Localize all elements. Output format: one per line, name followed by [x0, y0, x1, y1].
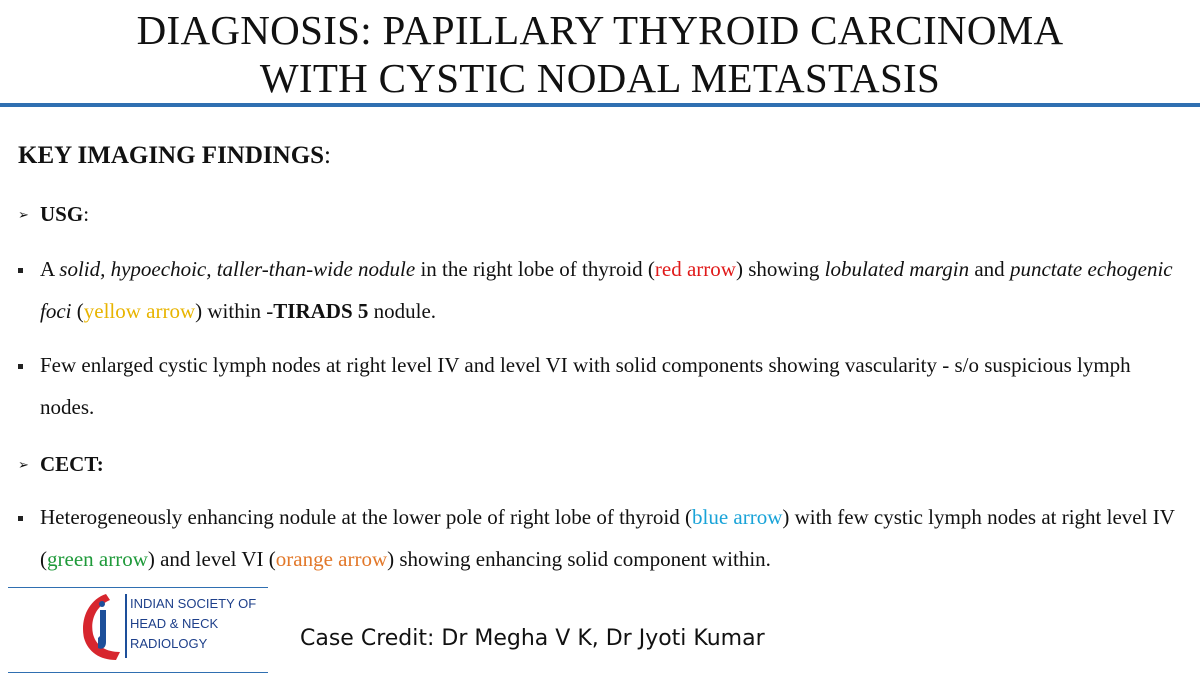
- orange-arrow-label: orange arrow: [275, 547, 388, 571]
- text-run: ) within -: [195, 299, 274, 323]
- page-title: [0, 6, 1200, 102]
- section-heading-colon: :: [324, 142, 331, 169]
- square-bullet-icon: [18, 516, 23, 521]
- green-arrow-label: green arrow: [47, 547, 148, 571]
- logo-line-2: HEAD & NECK: [130, 616, 219, 631]
- usg-bullet-1-text: [18, 248, 1188, 332]
- text-run-italic: lobulated margin: [824, 257, 970, 281]
- blue-arrow-label: blue arrow: [691, 505, 783, 529]
- cect-label: CECT:: [40, 452, 104, 476]
- title-line-1: DIAGNOSIS: PAPILLARY THYROID CARCINOMA: [136, 7, 1064, 53]
- usg-bullet-1: [18, 248, 1188, 332]
- text-run: and: [969, 257, 1010, 281]
- red-arrow-label: red arrow: [654, 257, 736, 281]
- usg-subheading: [18, 200, 89, 229]
- text-run: ) showing enhancing solid component within.: [387, 547, 771, 571]
- title-line-2: WITH CYSTIC NODAL METASTASIS: [259, 55, 941, 101]
- footer-divider-bottom: [8, 672, 268, 673]
- society-logo-icon: [76, 590, 126, 668]
- cect-bullet-1: [18, 496, 1188, 580]
- yellow-arrow-label: yellow arrow: [83, 299, 196, 323]
- society-logo-text: [130, 594, 256, 654]
- logo-divider: [125, 594, 127, 658]
- text-run-italic: punctate echogenic foci: [40, 257, 1173, 323]
- logo-line-3: RADIOLOGY: [130, 636, 208, 651]
- usg-label: USG: [40, 202, 84, 226]
- section-heading-label: KEY IMAGING FINDINGS: [18, 142, 325, 169]
- section-heading: [18, 140, 331, 172]
- text-run: ) showing: [735, 257, 825, 281]
- usg-bullet-2: [18, 344, 1188, 428]
- title-divider: [0, 103, 1200, 107]
- text-run: (: [71, 299, 84, 323]
- cect-bullet-1-text: [18, 496, 1188, 580]
- usg-colon: :: [83, 202, 90, 226]
- text-run-italic: solid, hypoechoic, taller-than-wide nodule: [59, 257, 416, 281]
- text-run: A: [40, 257, 60, 281]
- arrowhead-bullet-icon: ➢: [18, 457, 29, 472]
- footer-divider-top: [8, 587, 268, 588]
- text-run: in the right lobe of thyroid (: [415, 257, 655, 281]
- usg-bullet-2-text: Few enlarged cystic lymph nodes at right level IV and level VI with solid components showing vascularity - s/o suspicious lymph nodes.: [40, 353, 1131, 419]
- square-bullet-icon: [18, 268, 23, 273]
- arrowhead-bullet-icon: ➢: [18, 207, 29, 222]
- text-run: nodule.: [368, 299, 437, 323]
- case-credit: Case Credit: Dr Megha V K, Dr Jyoti Kumar: [300, 626, 765, 651]
- cect-subheading: [18, 450, 104, 479]
- square-bullet-icon: [18, 364, 23, 369]
- text-run: ) with few cystic lymph nodes at right level IV (: [40, 505, 1175, 571]
- logo-line-1: INDIAN SOCIETY OF: [130, 596, 257, 611]
- text-run: Heterogeneously enhancing nodule at the lower pole of right lobe of thyroid (: [40, 505, 692, 529]
- tirads-score: TIRADS 5: [273, 299, 369, 323]
- text-run: ) and level VI (: [147, 547, 276, 571]
